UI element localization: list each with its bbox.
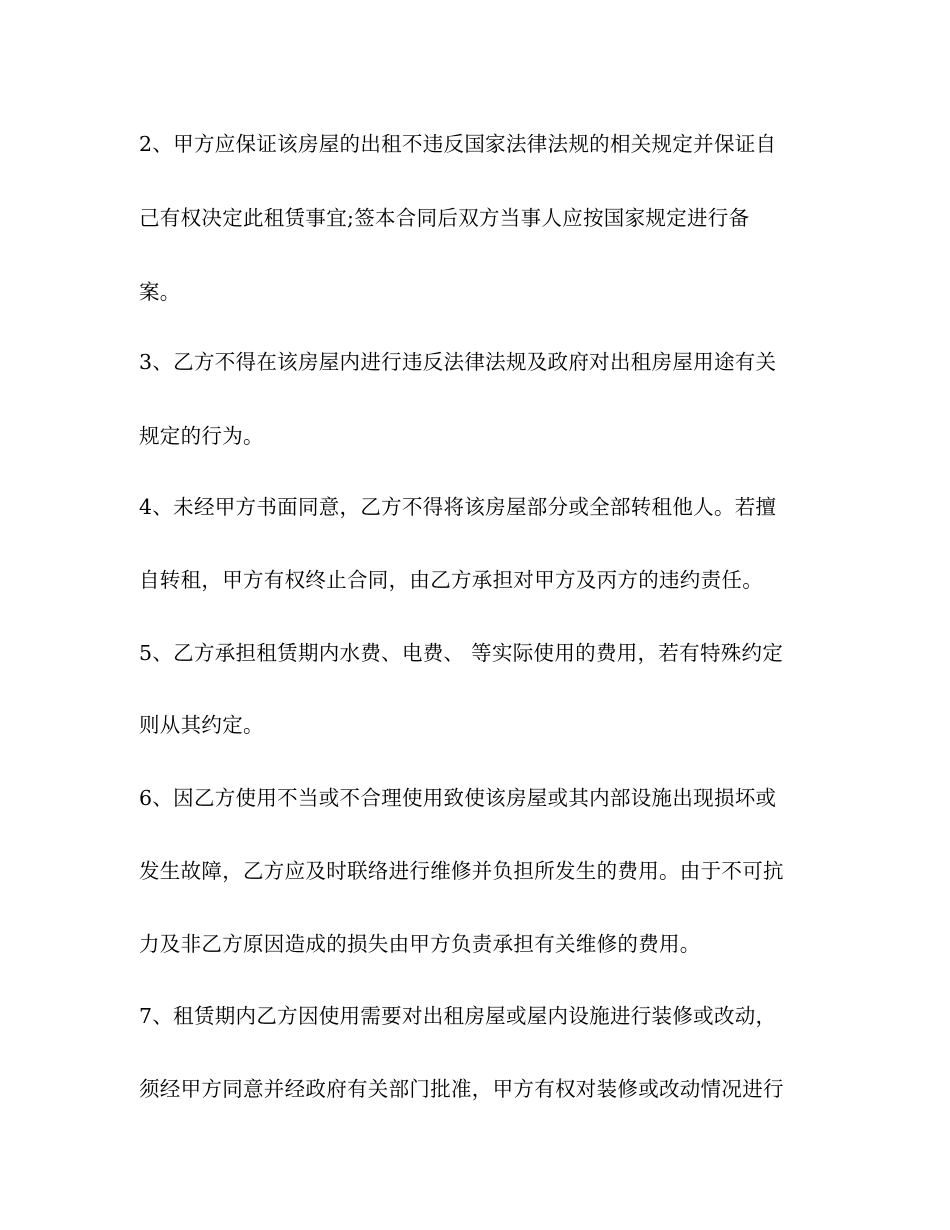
text-line: 则从其约定。 <box>139 713 264 737</box>
text-line: 2、甲方应保证该房屋的出租不违反国家法律法规的相关规定并保证自 <box>139 132 777 156</box>
text-line: 7、租赁期内乙方因使用需要对出租房屋或屋内设施进行装修或改动， <box>139 1004 777 1028</box>
text-line: 发生故障，乙方应及时联络进行维修并负担所发生的费用。由于不可抗 <box>139 859 784 883</box>
text-line: 3、乙方不得在该房屋内进行违反法律法规及政府对出租房屋用途有关 <box>139 350 777 374</box>
text-line: 规定的行为。 <box>139 424 264 448</box>
text-line: 力及非乙方原因造成的损失由甲方负责承担有关维修的费用。 <box>139 932 701 956</box>
text-line: 5、乙方承担租赁期内水费、电费、 等实际使用的费用，若有特殊约定 <box>139 641 784 665</box>
text-line: 案。 <box>139 280 181 304</box>
text-line: 须经甲方同意并经政府有关部门批准，甲方有权对装修或改动情况进行 <box>139 1077 784 1101</box>
text-line: 己有权决定此租赁事宜;签本合同后双方当事人应按国家规定进行备 <box>139 206 750 230</box>
text-line: 自转租，甲方有权终止合同，由乙方承担对甲方及丙方的违约责任。 <box>139 568 763 592</box>
text-line: 4、未经甲方书面同意，乙方不得将该房屋部分或全部转租他人。若擅 <box>139 495 777 519</box>
text-line: 6、因乙方使用不当或不合理使用致使该房屋或其内部设施出现损坏或 <box>139 786 777 810</box>
